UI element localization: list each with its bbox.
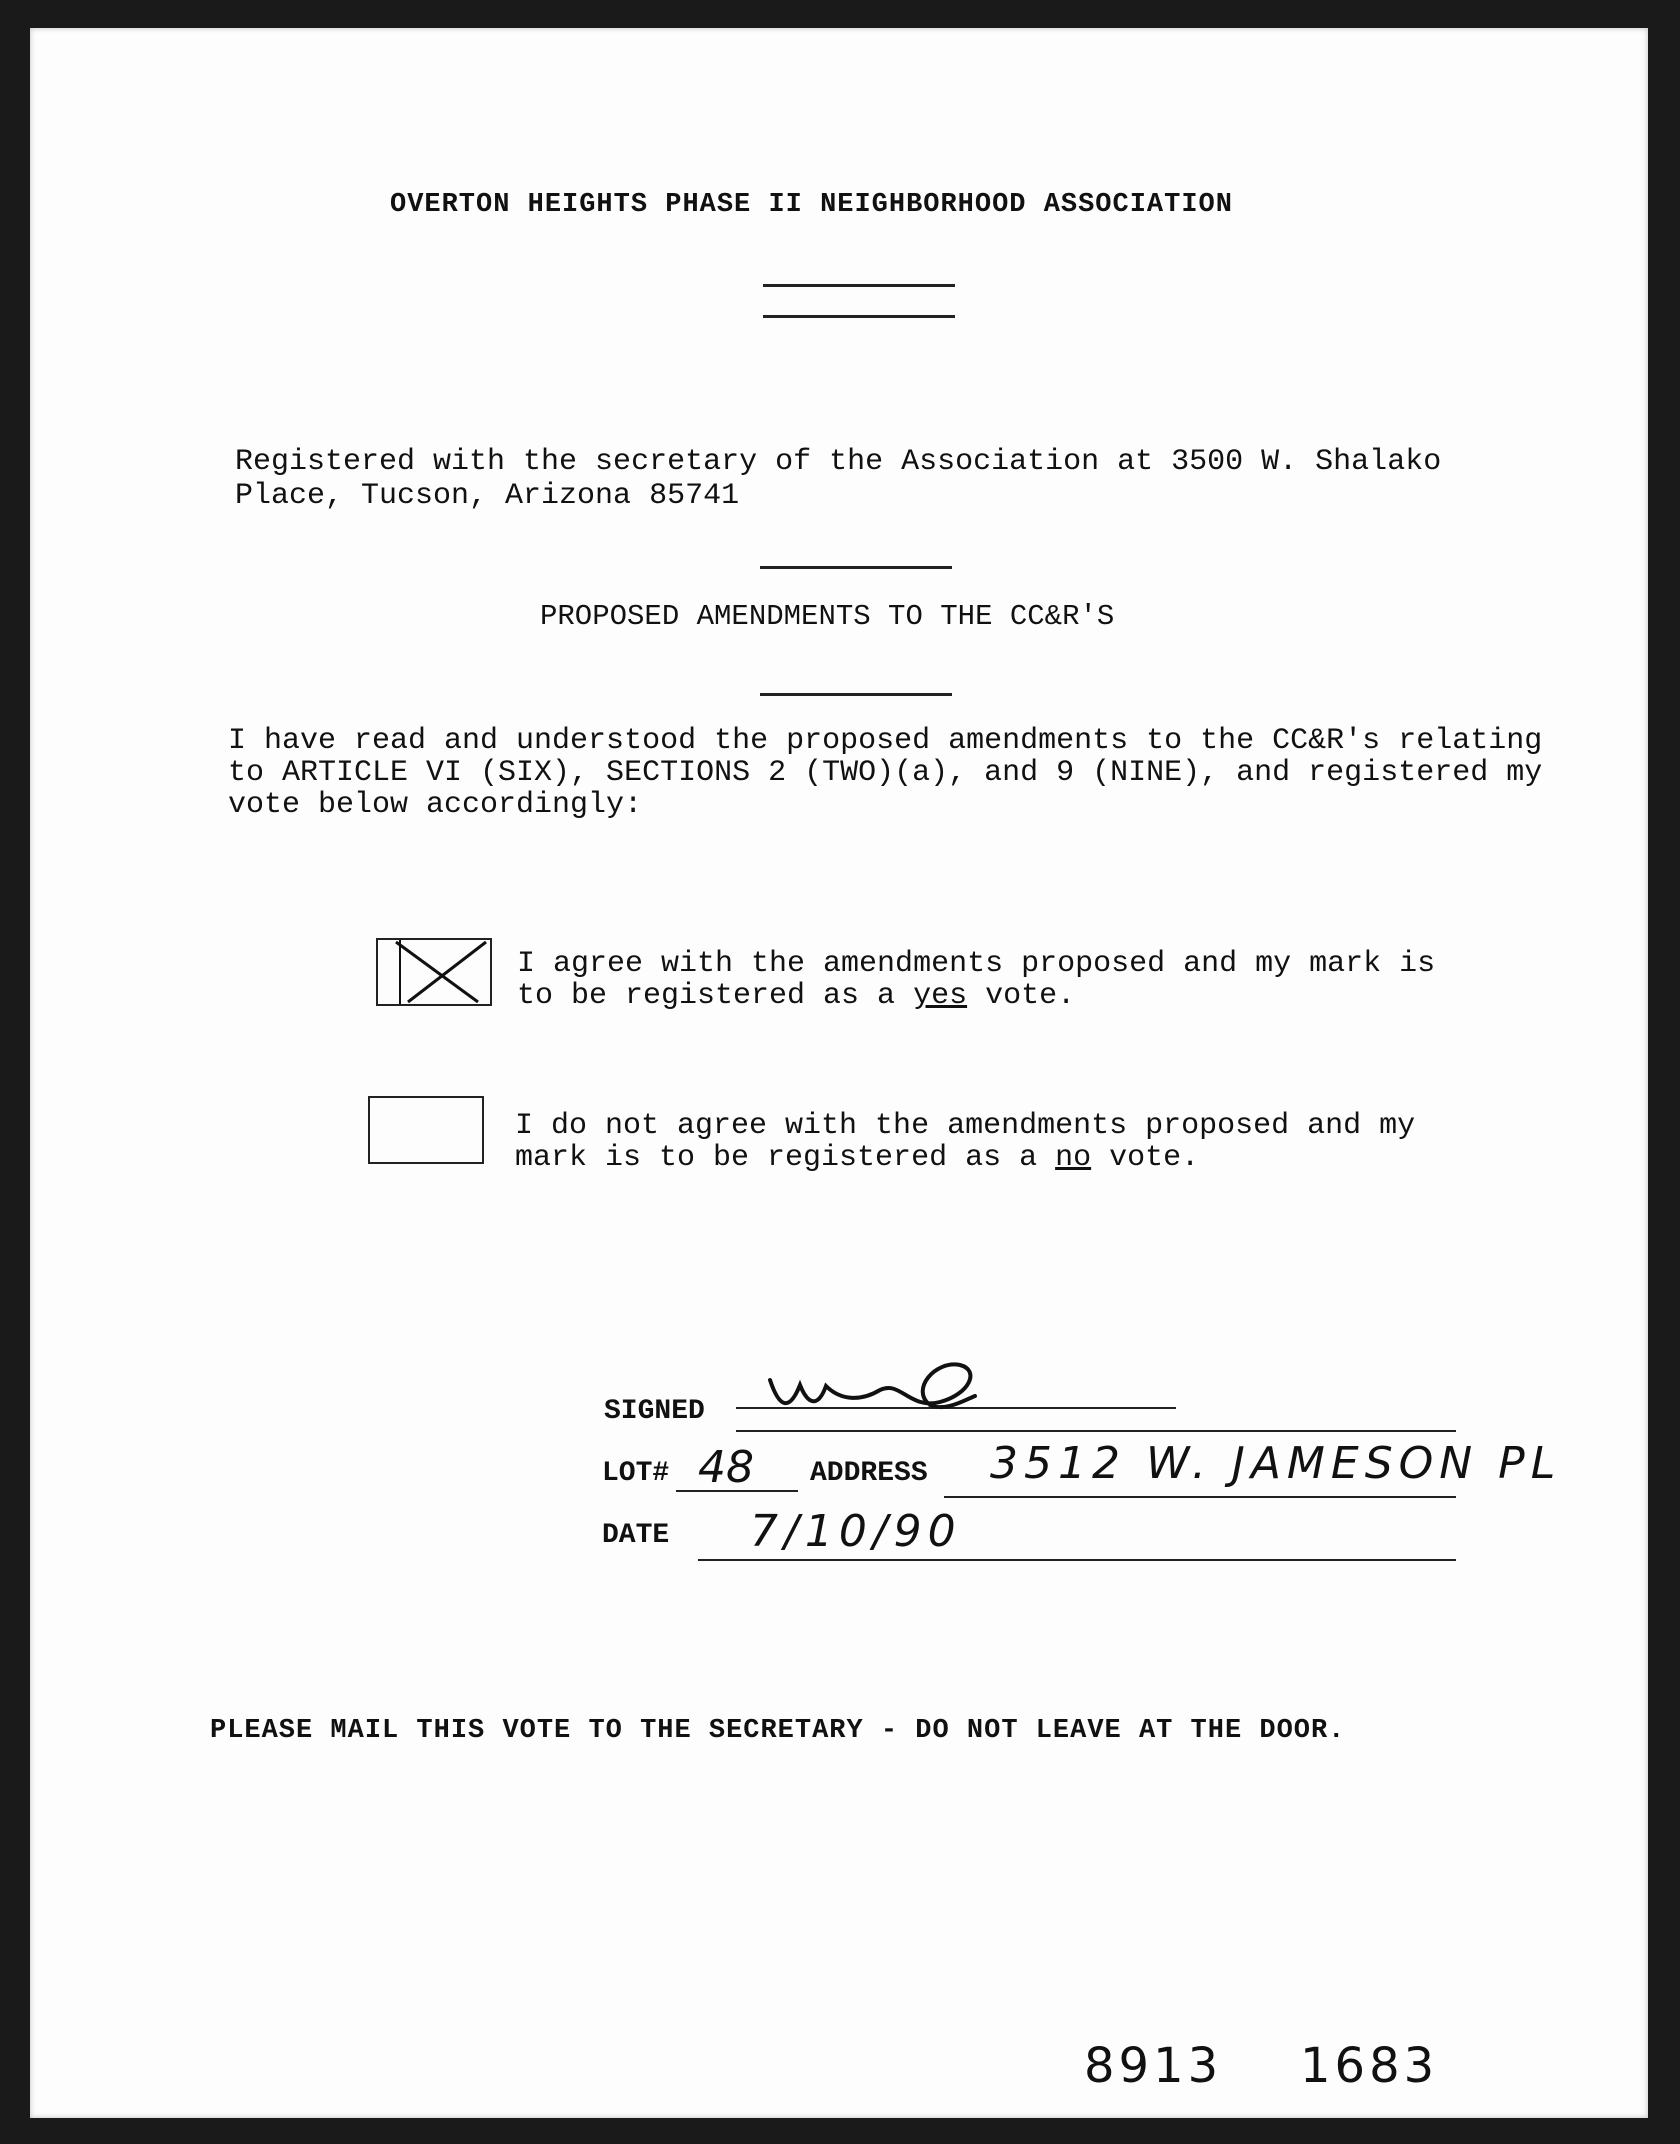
subtitle-rule-bottom xyxy=(760,693,952,696)
no-keyword: no xyxy=(1055,1141,1092,1175)
subtitle-rule-top xyxy=(760,566,952,569)
registration-line-2: Place, Tucson, Arizona 85741 xyxy=(235,479,740,513)
no-text-before: I do not agree with the amendments proposed and my mark is to be registered as a xyxy=(515,1109,1416,1175)
yes-text-before: I agree with the amendments proposed and my mark is to be registered as a xyxy=(517,947,1436,1013)
no-vote-checkbox[interactable] xyxy=(368,1096,484,1164)
page-title: OVERTON HEIGHTS PHASE II NEIGHBORHOOD ASSOCIATION xyxy=(390,190,1233,220)
document-number-part-2: 1683 xyxy=(1300,2038,1439,2094)
mail-instruction: PLEASE MAIL THIS VOTE TO THE SECRETARY - DO NOT LEAVE AT THE DOOR. xyxy=(210,1716,1346,1746)
registration-line-1: Registered with the secretary of the Association at 3500 W. Shalako xyxy=(235,445,1442,479)
yes-vote-checkbox[interactable] xyxy=(376,938,492,1006)
title-rule-2 xyxy=(763,315,955,318)
section-subtitle: PROPOSED AMENDMENTS TO THE CC&R'S xyxy=(540,600,1115,633)
yes-vote-text xyxy=(517,948,1477,1012)
no-vote-text xyxy=(515,1110,1475,1174)
address-value: 3512 W. JAMESON PL xyxy=(990,1438,1562,1489)
no-text-after: vote. xyxy=(1091,1141,1200,1175)
lot-value: 48 xyxy=(698,1442,754,1493)
yes-text-after: vote. xyxy=(967,979,1076,1013)
lot-label: LOT# xyxy=(602,1458,670,1489)
address-line xyxy=(944,1496,1456,1498)
x-mark-icon xyxy=(378,940,490,1004)
yes-keyword: yes xyxy=(913,979,968,1013)
statement-paragraph: I have read and understood the proposed amendments to the CC&R's relating to ARTICLE VI (SIX), SECTIONS 2 (TWO)(a), and 9 (NINE), and registered my vote below accordingly: xyxy=(228,724,1543,822)
date-line xyxy=(698,1559,1456,1561)
date-value: 7/10/90 xyxy=(750,1506,962,1557)
document-page xyxy=(30,28,1648,2118)
document-number-part-1: 8913 xyxy=(1084,2038,1223,2094)
date-label: DATE xyxy=(602,1520,670,1551)
signature-line xyxy=(736,1430,1456,1432)
title-rule-1 xyxy=(763,284,955,287)
handwritten-signature xyxy=(760,1350,1000,1430)
address-label: ADDRESS xyxy=(810,1458,928,1489)
signed-label: SIGNED xyxy=(604,1396,705,1427)
